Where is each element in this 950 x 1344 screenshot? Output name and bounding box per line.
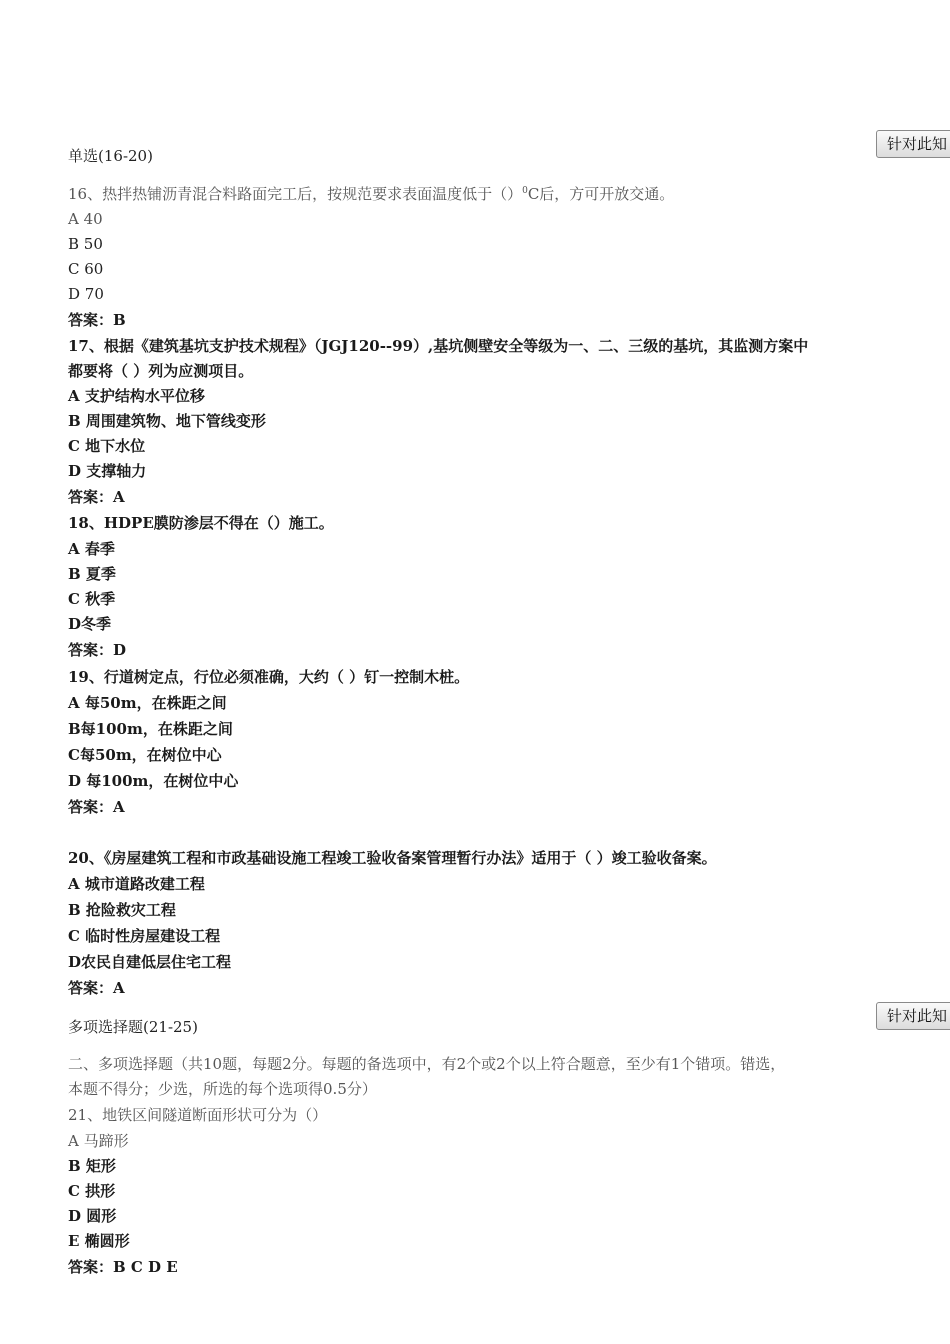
question-19-option-b: B每100m，在株距之间 bbox=[68, 720, 233, 738]
question-17-option-c: C 地下水位 bbox=[68, 437, 146, 455]
question-16-option-b: B 50 bbox=[68, 235, 103, 253]
question-20-option-b: B 抢险救灾工程 bbox=[68, 901, 176, 919]
question-17-answer: 答案：A bbox=[68, 488, 125, 506]
question-17-stem-line-2: 都要将（ ）列为应测项目。 bbox=[68, 362, 254, 380]
question-18-answer: 答案：D bbox=[68, 641, 127, 659]
question-19-answer: 答案：A bbox=[68, 798, 125, 816]
question-21-option-c: C 拱形 bbox=[68, 1182, 116, 1200]
question-18-stem: 18、HDPE膜防渗层不得在（）施工。 bbox=[68, 514, 334, 532]
question-16-option-d: D 70 bbox=[68, 285, 104, 303]
question-19-stem: 19、行道树定点，行位必须准确，大约（ ）钉一控制木桩。 bbox=[68, 668, 470, 686]
multi-choice-intro-line-1: 二、多项选择题（共10题，每题2分。每题的备选项中，有2个或2个以上符合题意，至少有1个错项。错选， bbox=[68, 1055, 786, 1073]
question-17-option-b: B 周围建筑物、地下管线变形 bbox=[68, 412, 266, 430]
question-16-answer: 答案：B bbox=[68, 311, 126, 329]
question-21-answer: 答案：B C D E bbox=[68, 1258, 178, 1276]
question-17-stem-line-1: 17、根据《建筑基坑支护技术规程》（JGJ120--99）,基坑侧壁安全等级为一、二、三级的基坑，其监测方案中 bbox=[68, 337, 809, 355]
knowledge-button-2[interactable]: 针对此知 bbox=[876, 1002, 950, 1030]
question-17-option-a: A 支护结构水平位移 bbox=[68, 387, 205, 405]
question-21-option-b: B 矩形 bbox=[68, 1157, 116, 1175]
question-19-option-c: C每50m，在树位中心 bbox=[68, 746, 222, 764]
question-20-option-d: D农民自建低层住宅工程 bbox=[68, 953, 232, 971]
question-18-option-b: B 夏季 bbox=[68, 565, 116, 583]
question-16-option-c: C 60 bbox=[68, 260, 104, 278]
question-21-option-e: E 椭圆形 bbox=[68, 1232, 130, 1250]
knowledge-button-1[interactable]: 针对此知 bbox=[876, 130, 950, 158]
question-18-option-c: C 秋季 bbox=[68, 590, 116, 608]
question-17-option-d: D 支撑轴力 bbox=[68, 462, 147, 480]
section-title-multiple-choice: 多项选择题(21-25) bbox=[68, 1018, 198, 1036]
question-20-option-c: C 临时性房屋建设工程 bbox=[68, 927, 221, 945]
question-18-option-a: A 春季 bbox=[68, 540, 115, 558]
question-20-stem: 20、《房屋建筑工程和市政基础设施工程竣工验收备案管理暂行办法》适用于（ ）竣工验收备案。 bbox=[68, 849, 717, 867]
question-21-stem: 21、地铁区间隧道断面形状可分为（） bbox=[68, 1106, 328, 1124]
question-19-option-d: D 每100m，在树位中心 bbox=[68, 772, 239, 790]
multi-choice-intro-line-2: 本题不得分；少选，所选的每个选项得0.5分） bbox=[68, 1080, 377, 1098]
question-18-option-d: D冬季 bbox=[68, 615, 112, 633]
question-21-option-a: A 马蹄形 bbox=[68, 1132, 129, 1150]
question-21-option-d: D 圆形 bbox=[68, 1207, 117, 1225]
question-16-option-a: A 40 bbox=[68, 210, 103, 228]
question-19-option-a: A 每50m，在株距之间 bbox=[68, 694, 227, 712]
section-title-single-choice: 单选(16-20) bbox=[68, 147, 153, 165]
question-20-answer: 答案：A bbox=[68, 979, 125, 997]
question-16-stem: 16、热拌热铺沥青混合料路面完工后，按规范要求表面温度低于（）$^0$C后，方可开放交通。 bbox=[68, 185, 675, 203]
question-20-option-a: A 城市道路改建工程 bbox=[68, 875, 205, 893]
